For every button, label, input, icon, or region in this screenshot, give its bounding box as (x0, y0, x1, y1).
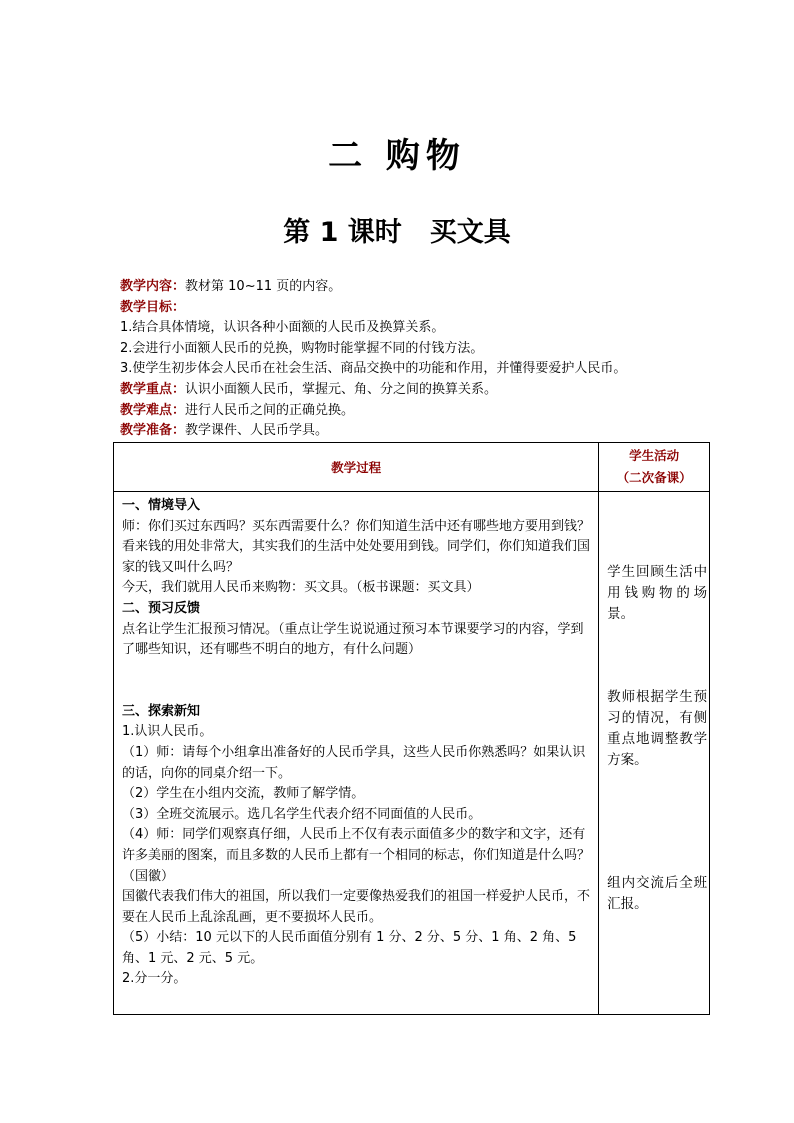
lesson-number: 第 1 课时 (283, 217, 402, 248)
teaching-content (120, 277, 720, 298)
key-point-text: 认识小面额人民币，掌握元、角、分之间的换算关系。 (185, 381, 498, 397)
activity-header-subtitle: （二次备课） (616, 470, 692, 485)
paragraph: 今天，我们就用人民币来购物：买文具。（板书课题：买文具） (122, 580, 480, 596)
activity-header (599, 443, 710, 492)
paragraph: 师：你们买过东西吗？买东西需要什么？你们知道生活中还有哪些地方要用到钱？ (122, 518, 591, 534)
table-body-row (114, 492, 710, 1015)
teaching-content-text: 教材第 10~11 页的内容。 (185, 279, 342, 294)
goal-item: 1.结合具体情境，认识各种小面额的人民币及换算关系。 (120, 320, 445, 336)
activity-note: 教师根据学生预习的情况，有侧重点地调整教学方案。 (607, 689, 708, 768)
student-activity-cell (599, 492, 710, 1015)
paragraph: 2.分一分。 (122, 971, 187, 987)
teaching-goals-label: 教学目标： (120, 299, 186, 315)
table-header-row (114, 443, 710, 492)
activity-header-title: 学生活动 (629, 448, 680, 463)
teaching-difficulty (120, 401, 720, 422)
teaching-key-point (120, 380, 720, 401)
process-header: 教学过程 (114, 443, 599, 492)
preparation-text: 教学课件、人民币学具。 (185, 423, 329, 439)
key-point-label: 教学重点： (120, 381, 186, 397)
activity-note: 组内交流后全班汇报。 (607, 875, 708, 912)
section-title: 一、情境导入 (122, 498, 201, 513)
activity-note: 学生回顾生活中用钱购物的场景。 (607, 564, 708, 622)
goal-item: 3.使学生初步体会人民币在社会生活、商品交换中的功能和作用，并懂得要爱护人民币。 (120, 361, 627, 377)
spacer (122, 661, 592, 702)
paragraph: （4）师：同学们观察真仔细，人民币上不仅有表示面值多少的数字和文字，还有许多美丽的图案，而且多数的人民币上都有一个相同的标志，你们知道是什么吗？（国徽） (122, 827, 591, 884)
lesson-plan-table (113, 442, 710, 1015)
preparation-label: 教学准备： (120, 423, 186, 439)
lesson-meta (120, 277, 720, 442)
paragraph: 点名让学生汇报预习情况。（重点让学生说说通过预习本节课要学习的内容，学到了哪些知识，还有哪些不明白的地方，有什么问题） (122, 621, 584, 658)
paragraph: （5）小结：10 元以下的人民币面值分别有 1 分、2 分、5 分、1 角、2 角、5 角、1 元、2 元、5 元。 (122, 930, 577, 966)
difficulty-label: 教学难点： (120, 402, 186, 418)
teaching-preparation (120, 421, 720, 442)
teaching-content-label: 教学内容： (120, 279, 186, 294)
goal-item: 2.会进行小面额人民币的兑换，购物时能掌握不同的付钱方法。 (120, 340, 484, 356)
paragraph: 国徽代表我们伟大的祖国，所以我们一定要像热爱我们的祖国一样爱护人民币，不要在人民币上乱涂乱画，更不要损坏人民币。 (122, 889, 591, 925)
paragraph: （2）学生在小组内交流，教师了解学情。 (122, 786, 365, 802)
paragraph: （1）师：请每个小组拿出准备好的人民币学具，这些人民币你熟悉吗？如果认识的话，向你的同桌介绍一下。 (122, 744, 586, 781)
lesson-name: 买文具 (429, 217, 511, 248)
teaching-goals (120, 298, 720, 319)
difficulty-text: 进行人民币之间的正确兑换。 (185, 402, 355, 418)
paragraph: （3）全班交流展示。选几名学生代表介绍不同面值的人民币。 (122, 806, 482, 822)
unit-title: 二 购物 (328, 136, 466, 176)
teaching-process-cell (114, 492, 599, 1015)
paragraph: 看来钱的用处非常大，其实我们的生活中处处要用到钱。同学们，你们知道我们国家的钱又叫什么吗？ (122, 539, 591, 575)
section-title: 二、预习反馈 (122, 600, 201, 616)
paragraph: 1.认识人民币。 (122, 724, 213, 740)
lesson-title (0, 210, 794, 249)
section-title: 三、探索新知 (122, 703, 201, 719)
